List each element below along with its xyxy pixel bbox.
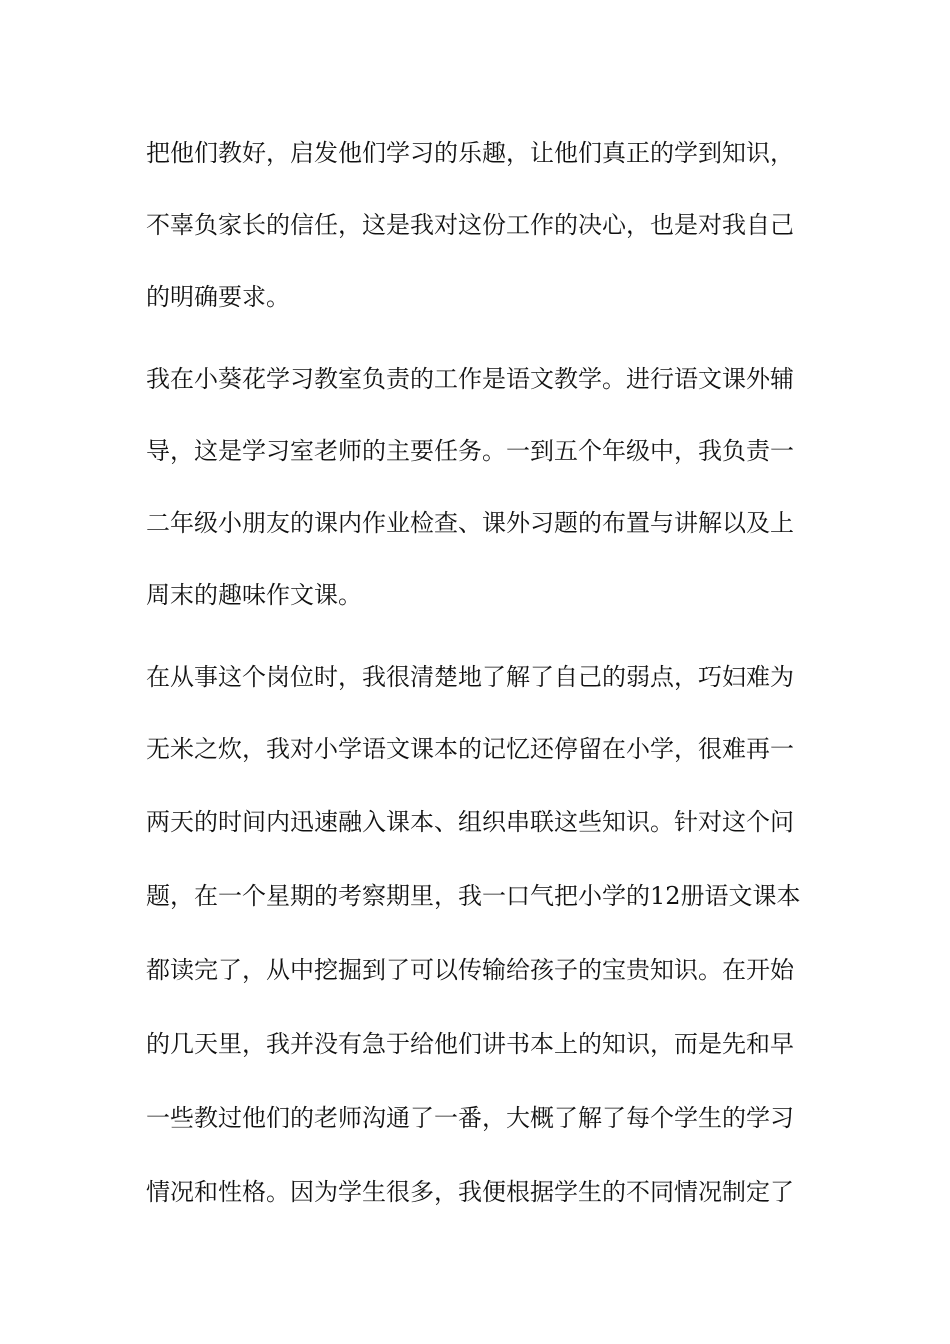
text-line: 一些教过他们的老师沟通了一番，大概了解了每个学生的学习 xyxy=(146,1104,794,1132)
text-line: 不辜负家长的信任，这是我对这份工作的决心，也是对我自己 xyxy=(146,211,794,239)
text-line: 我在小葵花学习教室负责的工作是语文教学。进行语文课外辅 xyxy=(146,365,794,393)
text-line: 把他们教好，启发他们学习的乐趣，让他们真正的学到知识， xyxy=(146,139,794,167)
text-line: 周末的趣味作文课。 xyxy=(146,581,362,609)
text-line: 导，这是学习室老师的主要任务。一到五个年级中，我负责一 xyxy=(146,437,794,465)
text-line: 都读完了，从中挖掘到了可以传输给孩子的宝贵知识。在开始 xyxy=(146,956,794,984)
text-line: 两天的时间内迅速融入课本、组织串联这些知识。针对这个问 xyxy=(146,808,794,836)
text-line: 的几天里，我并没有急于给他们讲书本上的知识，而是先和早 xyxy=(146,1030,794,1058)
text-line: 题，在一个星期的考察期里，我一口气把小学的12册语文课本 xyxy=(146,882,801,910)
text-line: 的明确要求。 xyxy=(146,283,290,311)
text-line: 在从事这个岗位时，我很清楚地了解了自己的弱点，巧妇难为 xyxy=(146,663,794,691)
text-line: 情况和性格。因为学生很多，我便根据学生的不同情况制定了 xyxy=(146,1178,794,1206)
text-line: 二年级小朋友的课内作业检查、课外习题的布置与讲解以及上 xyxy=(146,509,794,537)
text-line: 无米之炊，我对小学语文课本的记忆还停留在小学，很难再一 xyxy=(146,735,794,763)
